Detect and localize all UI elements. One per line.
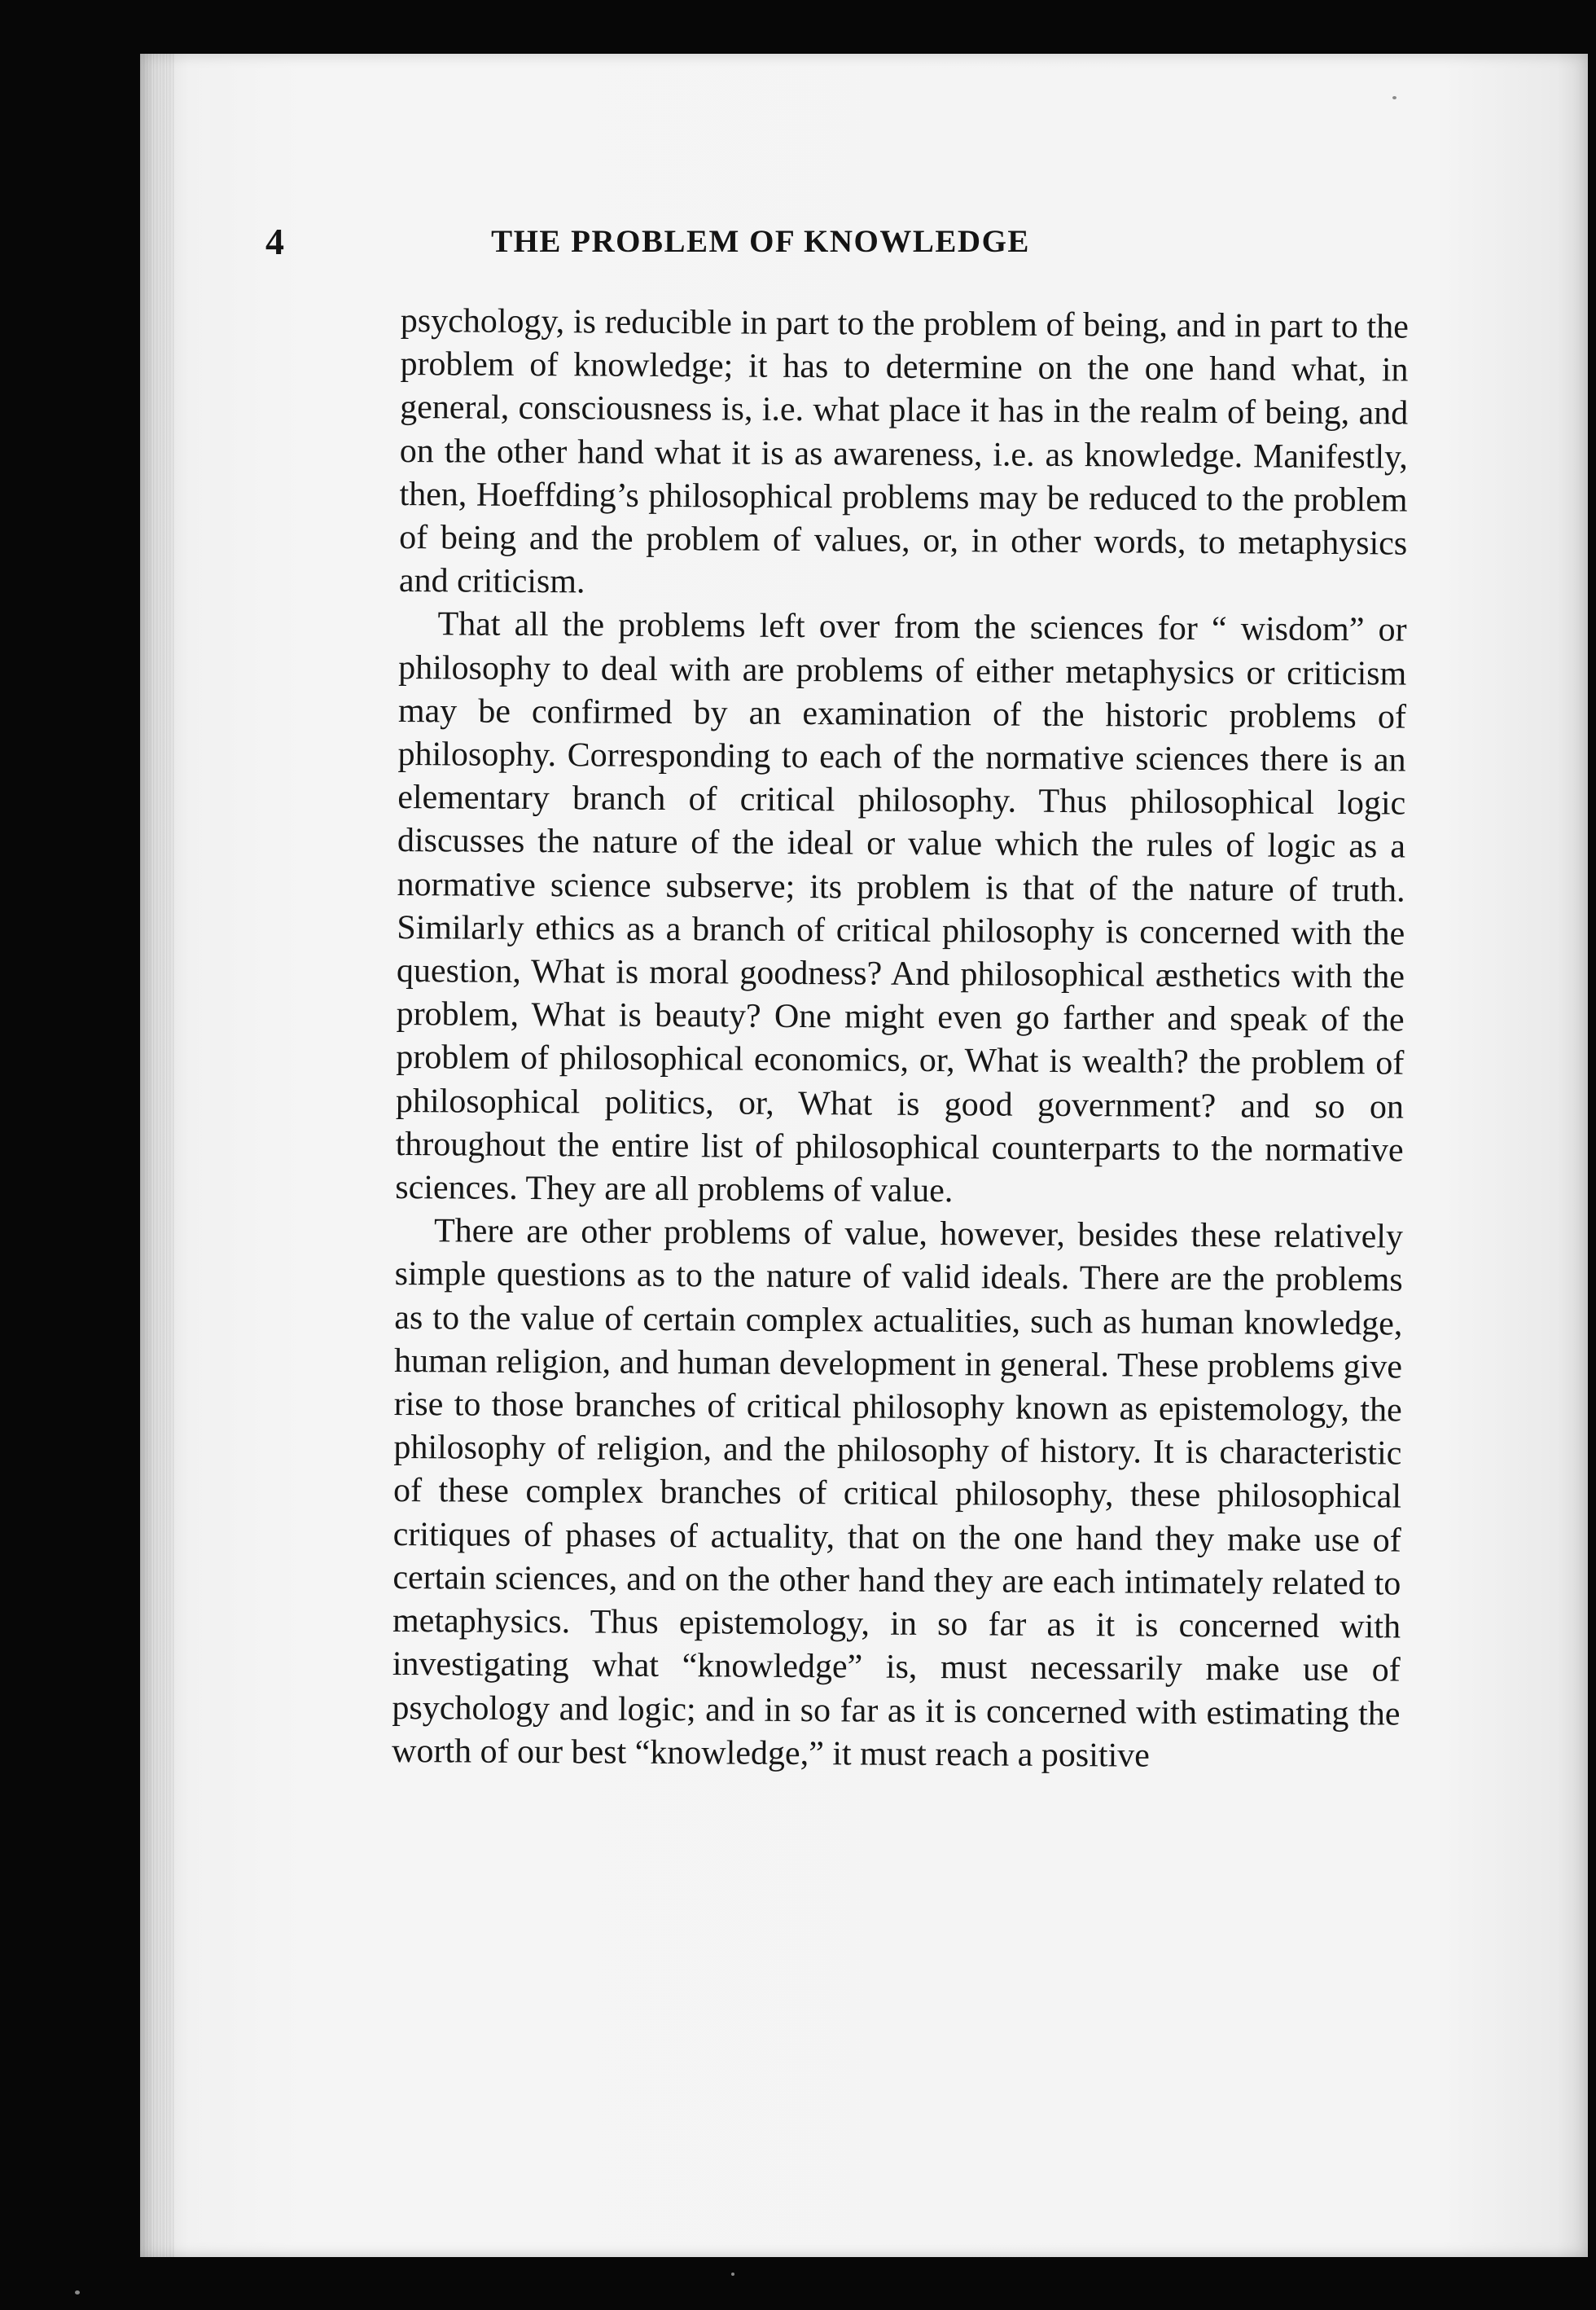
paragraph-continued: psychology, is reducible in part to the problem of being, and in part to the problem of knowledge; it has to determine on the one hand what, in general, consciousness is, i.e. what place it has in the realm of being, and on the other hand what it is as awareness, i.e. as knowledge. Manifestly, then, Hoeffding’s philosophical problems may be reduced to the problem of being and the problem of values, or, in other words, to metaphysics and criticism.: [398, 301, 1409, 601]
paragraph: There are other problems of value, however, besides these relatively simple questions as to the nature of valid ideals. There are the problems as to the value of certain complex actualities, such as human knowledge, human religion, and human development in general. These problems give rise to those branches of critical philosophy known as epistemology, the philosophy of religion, and the philosophy of history. It is characteristic of these complex branches of critical philosophy, these philosophical critiques of phases of actuality, that on the one hand they make use of certain sciences, and on the other hand they are each intimately related to metaphysics. Thus epistemology, in so far as it is concerned with investigating what “knowledge” is, must necessarily make use of psychology and logic; and in so far as it is concerned with estimating the worth of our best “knowledge,” it must reach a positive: [391, 1212, 1404, 1775]
page-number: 4: [265, 221, 284, 262]
page-binding-edge: [140, 54, 174, 2257]
scan-speck: [731, 2273, 734, 2276]
scan-speck: [1392, 96, 1396, 99]
body-text: [392, 300, 1409, 1779]
page-header: [265, 213, 1207, 270]
running-title: THE PROBLEM OF KNOWLEDGE: [491, 224, 1030, 259]
paragraph: That all the problems left over from the sciences for “ wisdom” or philosophy to deal with are problems of either metaphysics or criticism may be confirmed by an examination of the historic problems of philosophy. Corresponding to each of the normative sciences there is an elementary branch of critical philosophy. Thus philosophical logic discusses the nature of the ideal or value which the rules of logic as a normative science subserve; its problem is that of the nature of truth. Similarly ethics as a branch of critical philosophy is concerned with the question, What is moral goodness? And philosophical æsthetics with the problem, What is beauty? One might even go farther and speak of the problem of philosophical economics, or, What is wealth? the problem of philosophical politics, or, What is good government? and so on throughout the entire list of philosophical counterparts to the normative sciences. They are all problems of value.: [395, 605, 1407, 1210]
scan-speck: [75, 2290, 80, 2295]
